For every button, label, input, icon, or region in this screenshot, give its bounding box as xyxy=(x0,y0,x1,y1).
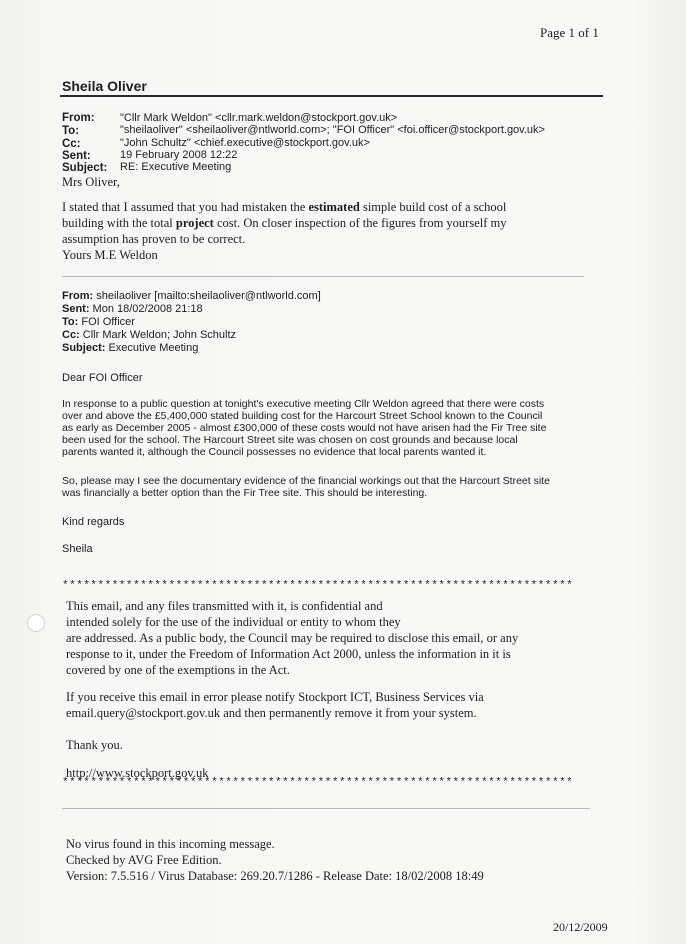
separator-rule xyxy=(62,276,584,277)
paragraph-line: was financially a better option than the Fir Tree site. This should be interesting. xyxy=(62,487,428,499)
paragraph-line: over and above the £5,400,000 stated building cost for the Harcourt Street School known to the Council xyxy=(62,410,543,422)
fwd-to: To: FOI Officer xyxy=(62,316,135,328)
fwd-cc: Cc: Cllr Mark Weldon; John Schultz xyxy=(62,329,237,341)
thank-you: Thank you. xyxy=(66,738,123,752)
asterisk-divider: ************************************************************************ xyxy=(62,777,574,789)
paragraph-line: parents wanted it, although the Council possesses no evidence that local parents wanted it. xyxy=(62,446,487,458)
closing: Kind regards xyxy=(62,516,125,528)
virus-line: No virus found in this incoming message. xyxy=(66,837,275,851)
page-number: Page 1 of 1 xyxy=(540,25,599,40)
paragraph-line: as early as December 2005 - almost £300,000 of these costs would not have arisen had the Fir Tree site xyxy=(62,422,547,434)
sent-value: 19 February 2008 12:22 xyxy=(120,149,238,161)
disclaimer-line: response to it, under the Freedom of Information Act 2000, unless the information in it is xyxy=(66,647,511,661)
print-date: 20/12/2009 xyxy=(553,920,608,934)
from-label: From: xyxy=(62,112,95,124)
reply-greeting: Mrs Oliver, xyxy=(62,175,120,189)
subject-value: RE: Executive Meeting xyxy=(120,161,232,173)
from-value: "Cllr Mark Weldon" <cllr.mark.weldon@stockport.gov.uk> xyxy=(120,112,398,124)
disclaimer-line: are addressed. As a public body, the Council may be required to disclose this email, or any xyxy=(66,631,519,645)
disclaimer-line: intended solely for the use of the individual or entity to whom they xyxy=(66,615,401,629)
disclaimer-line: If you receive this email in error please notify Stockport ICT, Business Services via xyxy=(66,690,484,704)
fwd-from: From: sheilaoliver [mailto:sheilaoliver@ntlworld.com] xyxy=(62,290,321,302)
reply-line-2: building with the total project cost. On closer inspection of the figures from yourself my xyxy=(62,216,507,230)
virus-line: Version: 7.5.516 / Virus Database: 269.20.7/1286 - Release Date: 18/02/2008 18:49 xyxy=(66,869,484,883)
reply-line-3: assumption has proven to be correct. xyxy=(62,232,246,246)
separator-rule xyxy=(62,808,590,809)
punch-hole xyxy=(27,614,45,632)
asterisk-divider: ************************************************************************ xyxy=(62,580,574,592)
cc-value: "John Schultz" <chief.executive@stockport.gov.uk> xyxy=(120,137,370,149)
sent-label: Sent: xyxy=(62,150,91,162)
disclaimer-line: covered by one of the exemptions in the Act. xyxy=(66,663,290,677)
original-greeting: Dear FOI Officer xyxy=(62,372,143,384)
subject-label: Subject: xyxy=(62,162,108,174)
website-link[interactable]: http://www.stockport.gov.uk xyxy=(66,766,209,780)
to-value: "sheilaoliver" <sheilaoliver@ntlworld.com>; "FOI Officer" <foi.officer@stockport.gov.uk> xyxy=(120,124,545,136)
virus-line: Checked by AVG Free Edition. xyxy=(66,853,222,867)
to-label: To: xyxy=(62,125,80,137)
reply-line-1: I stated that I assumed that you had mistaken the estimated simple build cost of a school xyxy=(62,200,507,214)
signature: Sheila xyxy=(62,543,93,555)
paragraph-line: been used for the school. The Harcourt Street site was chosen on cost grounds and because local xyxy=(62,434,518,446)
paragraph-line: In response to a public question at tonight's executive meeting Cllr Weldon agreed that there were costs xyxy=(62,398,545,410)
disclaimer-line: email.query@stockport.gov.uk and then permanently remove it from your system. xyxy=(66,706,477,720)
fwd-sent: Sent: Mon 18/02/2008 21:18 xyxy=(62,303,203,315)
mailbox-owner-name: Sheila Oliver xyxy=(62,78,147,94)
cc-label: Cc: xyxy=(62,138,81,150)
fwd-subject: Subject: Executive Meeting xyxy=(62,342,199,354)
title-rule xyxy=(60,95,603,97)
paragraph-line: So, please may I see the documentary evidence of the financial workings out that the Harcourt Street site xyxy=(62,475,550,487)
disclaimer-line: This email, and any files transmitted with it, is confidential and xyxy=(66,599,383,613)
reply-signoff: Yours M.E Weldon xyxy=(62,248,158,262)
